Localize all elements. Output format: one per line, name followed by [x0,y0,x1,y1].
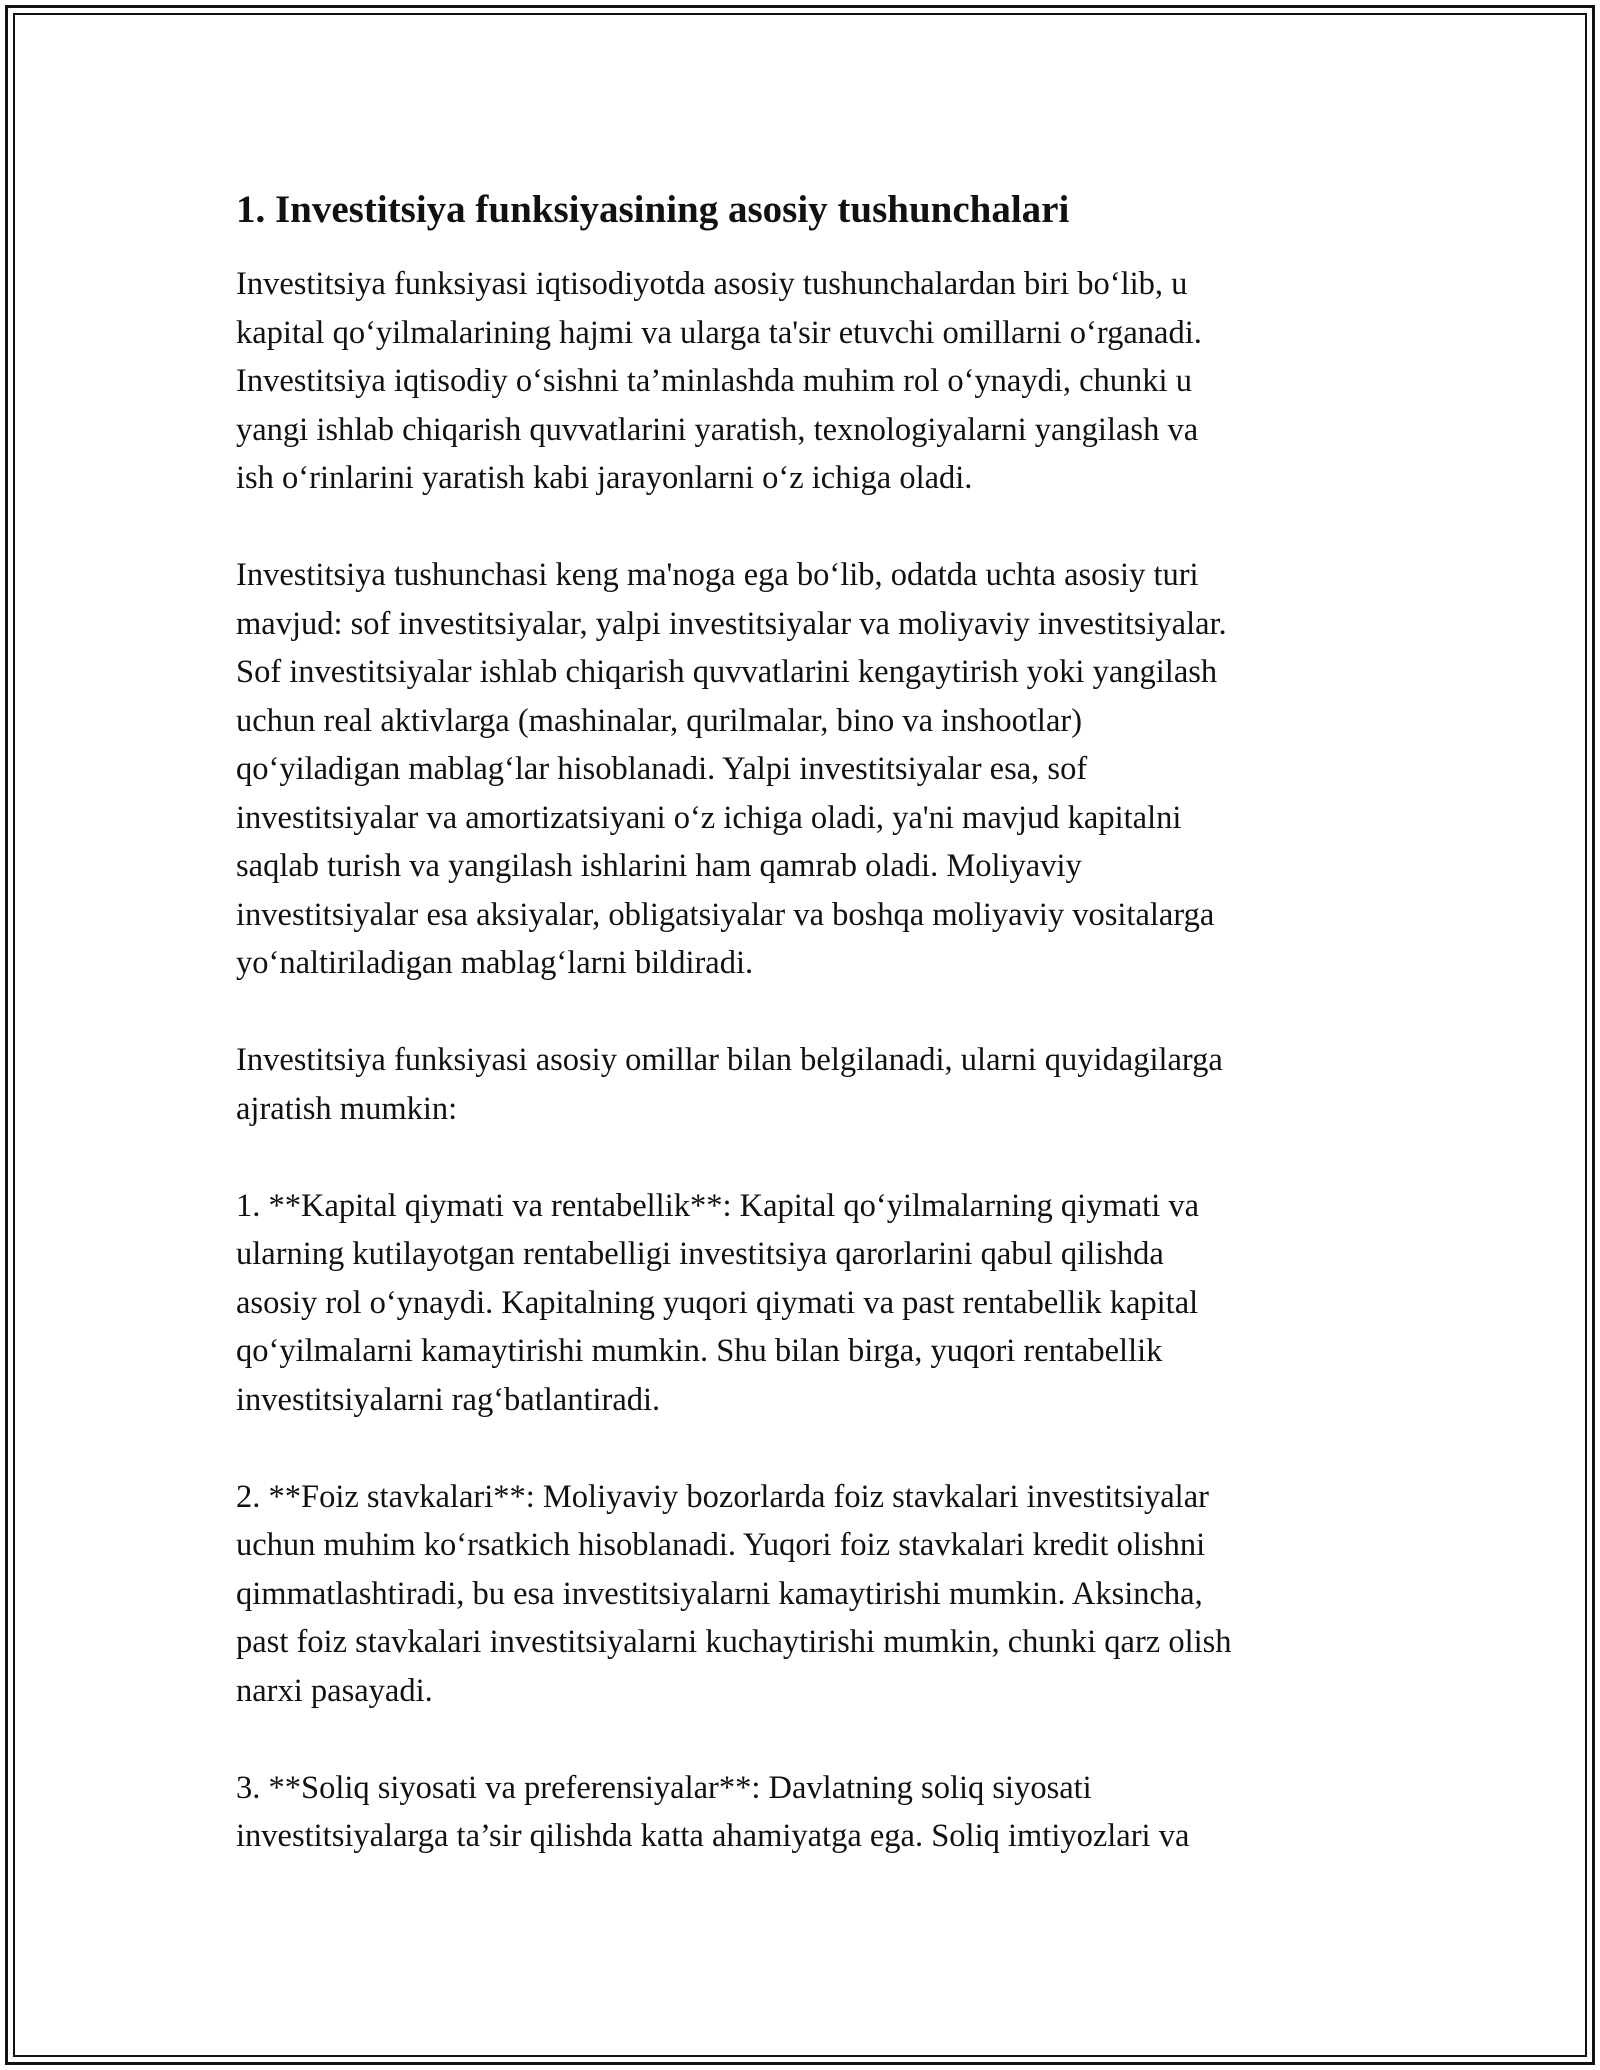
paragraph-factors-intro: Investitsiya funksiyasi asosiy omillar bilan belgilanadi, ularni quyidagilarga ajratish mumkin: [236,1042,1223,1127]
section-heading: 1. Investitsiya funksiyasining asosiy tushunchalari [236,188,1070,231]
list-item-tax-policy: 3. **Soliq siyosati va preferensiyalar**: Davlatning soliq siyosati investitsiyalarga ta’sir qilishda katta ahamiyatga ega. Soliq imtiyozlari va [236,1769,1190,1854]
document-body [236,186,1366,1861]
list-item-capital-value: 1. **Kapital qiymati va rentabellik**: Kapital qo‘yilmalarning qiymati va ularning kutilayotgan rentabelligi investitsiya qarorlarini qabul qilishda asosiy rol o‘ynaydi. Kapitalning yuqori qiymati va past rentabellik kapital qo‘yilmalarni kamaytirishi mumkin. Shu bilan birga, yuqori rentabellik investitsiyalarni rag‘batlantiradi. [236,1187,1200,1418]
list-item-interest-rates: 2. **Foiz stavkalari**: Moliyaviy bozorlarda foiz stavkalari investitsiyalar uchun muhim ko‘rsatkich hisoblanadi. Yuqori foiz stavkalari kredit olishni qimmatlashtiradi, bu esa investitsiyalarni kamaytirishi mumkin. Aksincha, past foiz stavkalari investitsiyalarni kuchaytirishi mumkin, chunki qarz olish narxi pasayadi. [236,1478,1232,1709]
paragraph-intro: Investitsiya funksiyasi iqtisodiyotda asosiy tushunchalardan biri bo‘lib, u kapital qo‘yilmalarining hajmi va ularga ta'sir etuvchi omillarni o‘rganadi. Investitsiya iqtisodiy o‘sishni ta’minlashda muhim rol o‘ynaydi, chunki u yangi ishlab chiqarish quvvatlarini yaratish, texnologiyalarni yangilash va ish o‘rinlarini yaratish kabi jarayonlarni o‘z ichiga oladi. [236,266,1202,496]
paragraph-investment-types: Investitsiya tushunchasi keng ma'noga ega bo‘lib, odatda uchta asosiy turi mavjud: sof investitsiyalar, yalpi investitsiyalar va moliyaviy investitsiyalar. Sof investitsiyalar ishlab chiqarish quvvatlarini kengaytirish yoki yangilash uchun real aktivlarga (mashinalar, qurilmalar, bino va inshootlar) qo‘yiladigan mablag‘lar hisoblanadi. Yalpi investitsiyalar esa, sof investitsiyalar va amortizatsiyani o‘z ichiga oladi, ya'ni mavjud kapitalni saqlab turish va yangilash ishlarini ham qamrab oladi. Moliyaviy investitsiyalar esa aksiyalar, obligatsiyalar va boshqa moliyaviy vositalarga yo‘naltiriladigan mablag‘larni bildiradi. [236,557,1227,981]
